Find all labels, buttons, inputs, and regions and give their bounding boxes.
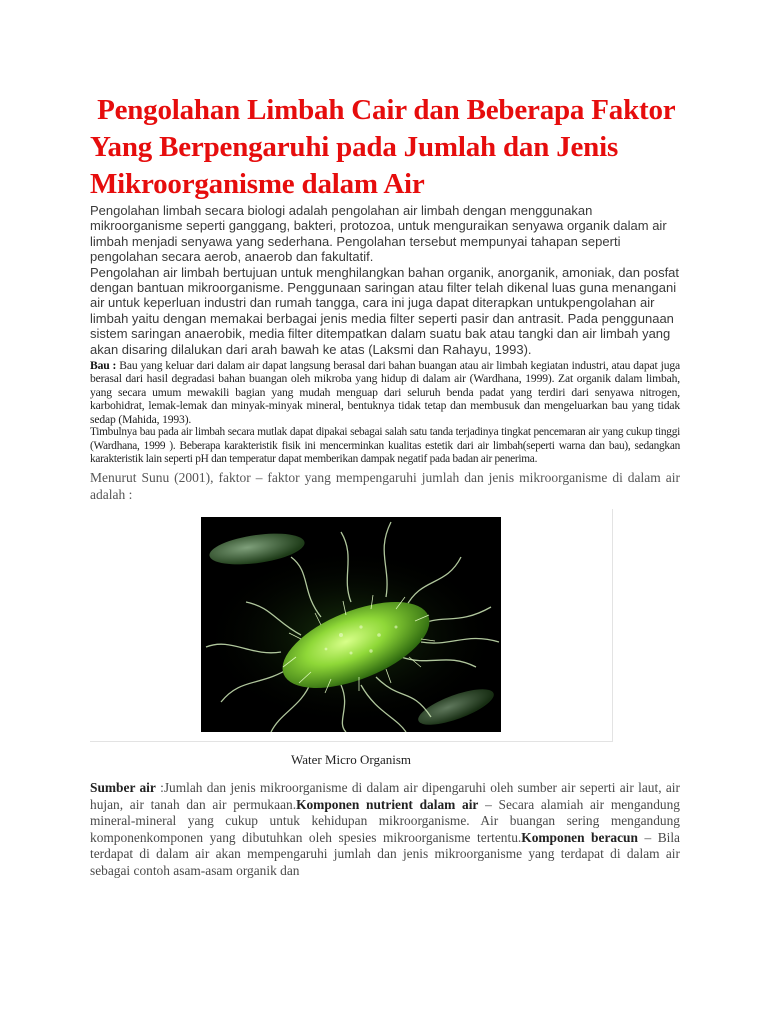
paragraph-odor — [90, 359, 680, 426]
water-source-label: Sumber air — [90, 780, 156, 796]
bacteria-image — [201, 517, 501, 732]
nutrient-text: – Secara alamiah air mengandung mineral-mineral yang cukup untuk kehidupan mikroorganisme. Air buangan sering mengandung komponenkomponen yang dibutuhkan oleh spesies mikroorganisme tertentu. — [90, 796, 680, 845]
paragraph-wastewater-goal: Pengolahan air limbah bertujuan untuk menghilangkan bahan organik, anorganik, amoniak, dan posfat dengan bantuan mikroorganisme. Penggunaan saringan atau filter telah dikenal luas guna menangani air untuk keperluan industri dan rumah tangga, cara ini juga dapat diterapkan untukpengolahan air limbah yaitu dengan memakai berbagai jenis media filter seperti pasir dan antrasit. Pada penggunaan sistem saringan anaerobik, media filter ditempatkan dalam suatu bak atau tangki dan air limbah yang akan disaring dilalukan dari arah bawah ke atas (Laksmi dan Rahayu, 1993). — [90, 264, 680, 357]
nutrient-label: Komponen nutrient dalam air — [296, 796, 479, 812]
bacteria-illustration — [201, 517, 501, 732]
article-title — [90, 92, 680, 203]
paragraph-biological-treatment: Pengolahan limbah secara biologi adalah pengolahan air limbah dengan menggunakan mikroorganisme seperti ganggang, bakteri, protozoa, untuk menguraikan senyawa organik dalam air limbah menjadi senyawa yang sederhana. Pengolahan tersebut mempunyai tahapan seperti pengolahan secara aerob, anaerob dan fakultatif. — [90, 203, 667, 265]
paragraph-odor-2: Timbulnya bau pada air limbah secara mutlak dapat dipakai sebagai salah satu tanda terjadinya tingkat pencemaran air yang cukup tinggi (Wardhana, 1999 ). Beberapa karakteristik fisik ini mencerminkan kualitas estetik dari air limbah(seperti warna dan bau), sedangkan karakteristik lain seperti pH dan temperatur dapat memberikan dampak negatif pada badan air penerima. — [90, 426, 680, 465]
article — [90, 92, 680, 879]
paragraph-factors-intro: Menurut Sunu (2001), faktor – faktor yang mempengaruhi jumlah dan jenis mikroorganisme di dalam air adalah : — [90, 470, 680, 502]
toxic-text: – Bila terdapat di dalam air akan mempengaruhi jumlah dan jenis mikroorganisme yang terdapat di dalam air sebagai contoh asam-asam organik dan — [90, 829, 681, 878]
toxic-label: Komponen beracun — [521, 829, 638, 845]
odor-label: Bau : — [90, 359, 117, 373]
odor-text: Bau yang keluar dari dalam air dapat langsung berasal dari bahan buangan atau air limbah kegiatan industri, atau dapat juga berasal dari hasil degradasi bahan buangan oleh mikroba yang hidup di dalam air (Wardhana, 1999). Zat organik dalam limbah, yang secara umum mewakili bagian yang mudah menguap dari seluruh benda padat yang terdiri dari senyawa nitrogen, karbohidrat, lemak-lemak dan minyak-minyak mineral, bentuknya tidak tetap dan membusuk dan mengeluarkan bau yang tidak sedap (Mahida, 1993). — [90, 359, 680, 426]
water-source-text: :Jumlah dan jenis mikroorganisme di dalam air dipengaruhi oleh sumber air seperti air laut, air hujan, air tanah dan air permukaan. — [90, 780, 680, 812]
figure-caption: Water Micro Organism — [290, 752, 411, 768]
paragraph-factors — [90, 780, 680, 879]
article-title-text: Pengolahan Limbah Cair dan Beberapa Faktor Yang Berpengaruhi pada Jumlah dan Jenis Mikroorganisme dalam Air — [90, 94, 675, 200]
figure — [90, 509, 613, 742]
